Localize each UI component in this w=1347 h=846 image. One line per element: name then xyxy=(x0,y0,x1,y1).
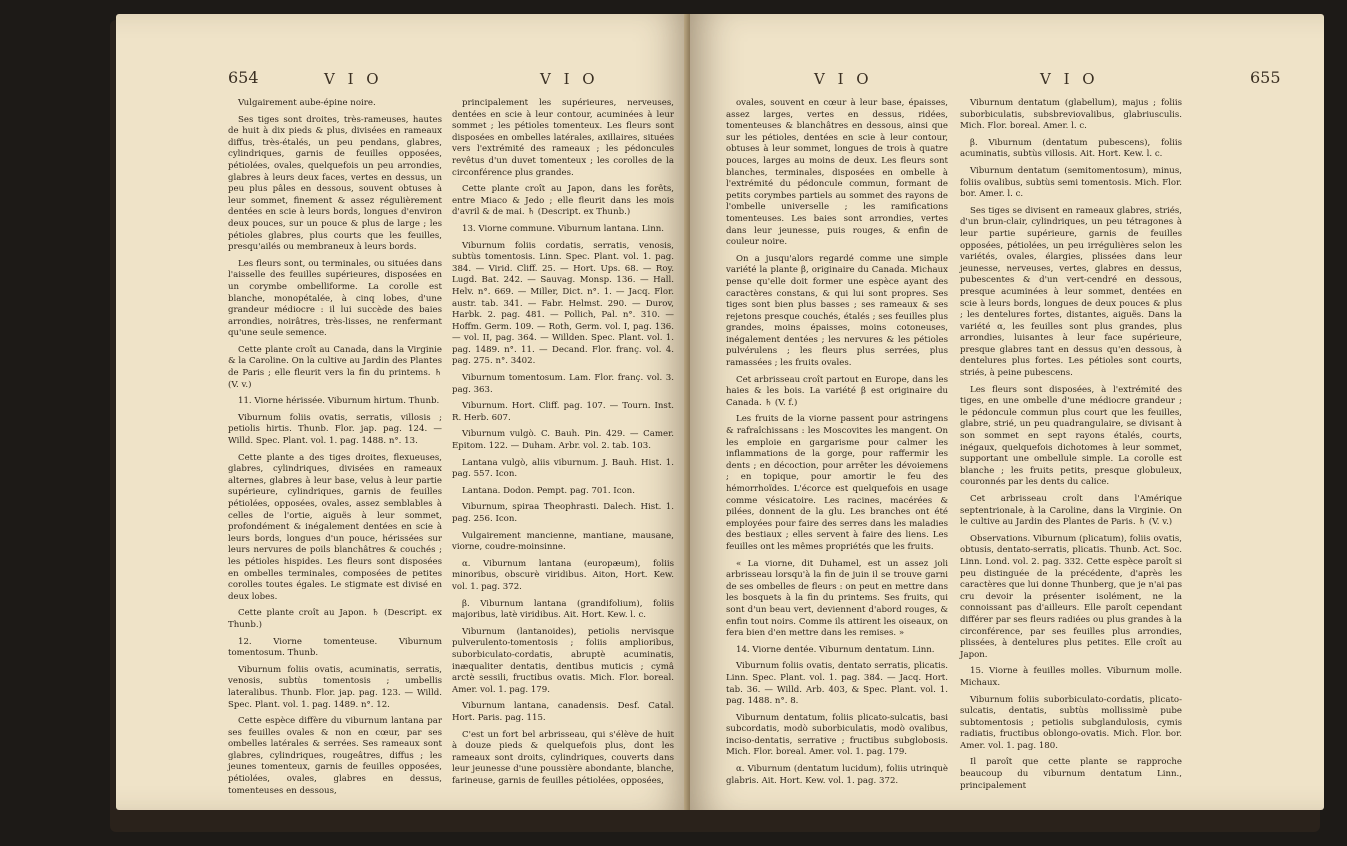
paragraph: Il paroît que cette plante se rapproche beaucoup du viburnum dentatum Linn., principalement xyxy=(960,757,1182,791)
paragraph: Viburnum lantana, canadensis. Desf. Catal. Hort. Paris. pag. 115. xyxy=(452,701,674,723)
paragraph: Viburnum dentatum (glabellum), majus ; foliis suborbiculatis, subsbreviovalibus, glabriusculis. Mich. Flor. boreal. Amer. l. c. xyxy=(960,98,1182,132)
paragraph: Les fleurs sont, ou terminales, ou situées dans l'aisselle des feuilles supérieures, disposées en un corymbe ombelliforme. La corolle est blanche, monopétalée, à cinq lobes, d'une grandeur médiocre : il lui succède des baies arrondies, noirâtres, très-lisses, ne renfermant qu'une seule semence. xyxy=(228,258,442,339)
running-head-right: V I O xyxy=(814,70,873,88)
paragraph: 13. Viorne commune. Viburnum lantana. Linn. xyxy=(462,223,664,234)
paragraph: β. Viburnum (dentatum pubescens), foliis acuminatis, subtùs villosis. Ait. Hort. Kew. l. c. xyxy=(960,137,1182,160)
right-page xyxy=(690,14,1324,810)
paragraph: Cet arbrisseau croît dans l'Amérique septentrionale, à la Caroline, dans la Virginie. On le cultive au Jardin des Plantes de Paris. ♄ (V. v.) xyxy=(960,494,1182,528)
paragraph: Vulgairement aube-épine noire. xyxy=(238,98,376,108)
paragraph: Les fruits de la viorne passent pour astringens & rafraîchissans : les Moscovites les mangent. On les emploie en gargarisme pour calmer les inflammations de la gorge, pour raffermir les dents ; en décoction, pour arrêter les dévoiemens ; en topique, pour amortir le feu des hémorrhoïdes. L'écorce est quelquefois en usage comme vésicatoire. Les racines, macérées & pilées, donnent de la glu. Les branches ont été employées pour faire des serres dans les maladies des bestiaux ; elles servent à faire des liens. Les feuilles ont les mêmes propriétés que les fruits. xyxy=(726,414,948,552)
paragraph: β. Viburnum lantana (grandifolium), foliis majoribus, latè viridibus. Ait. Hort. Kew. l. c. xyxy=(452,598,674,621)
paragraph: Vulgairement mancienne, mantiane, mausane, viorne, coudre-moinsinne. xyxy=(452,530,674,553)
paragraph: Viburnum dentatum (semitomentosum), minus, foliis ovalibus, subtùs semi tomentosis. Mich. Flor. bor. Amer. l. c. xyxy=(960,165,1182,200)
paragraph: Cette espèce diffère du viburnum lantana par ses feuilles ovales & non en cœur, par ses ombelles latérales & serrées. Ses rameaux sont glabres, cylindriques, rougeâtres, diffus ; les jeunes tomenteux, garnis de feuilles opposées, pétiolées, ovales, glabres en dessus, tomenteuses en dessous, xyxy=(228,716,442,796)
paragraph: Viburnum foliis ovatis, dentato serratis, plicatis. Linn. Spec. Plant. vol. 1. pag. 384. — Jacq. Hort. tab. 36. — Willd. Arb. 403, & Spec. Plant. vol. 1. pag. 1488. n°. 8. xyxy=(726,661,948,707)
paragraph: Viburnum (lantanoides), petiolis nervisque pulverulento-tomentosis ; foliis amplioribus, suborbiculato-cordatis, abruptè acuminatis, inæqualiter dentatis, dentibus muticis ; cymâ arctè sessili, fructibus ovatis. Mich. Flor. boreal. Amer. vol. 1. pag. 179. xyxy=(452,626,674,695)
paragraph: Lantana vulgò, aliis viburnum. J. Bauh. Hist. 1. pag. 557. Icon. xyxy=(452,457,674,480)
paragraph: 14. Viorne dentée. Viburnum dentatum. Linn. xyxy=(736,644,935,655)
paragraph: Viburnum foliis ovatis, acuminatis, serratis, venosis, subtùs tomentosis ; umbellis lateralibus. Thunb. Flor. jap. pag. 123. — Willd. Spec. Plant. vol. 1. pag. 1489. n°. 12. xyxy=(228,664,442,710)
paragraph: Viburnum foliis ovatis, serratis, villosis ; petiolis hirtis. Thunb. Flor. jap. pag. 124. — Willd. Spec. Plant. vol. 1. pag. 1488. n°. 13. xyxy=(228,412,442,447)
paragraph: Lantana. Dodon. Pempt. pag. 701. Icon. xyxy=(462,485,635,496)
page-number-right: 655 xyxy=(1250,68,1281,87)
paragraph: Viburnum vulgò. C. Bauh. Pin. 429. — Camer. Epitom. 122. — Duham. Arbr. vol. 2. tab. 103. xyxy=(452,429,674,452)
paragraph: Cette plante croît au Japon, dans les forêts, entre Miaco & Jedo ; elle fleurit dans les mois d'avril & de mai. ♄ (Descript. ex Thunb.) xyxy=(452,184,674,218)
paragraph: Viburnum. Hort. Cliff. pag. 107. — Tourn. Inst. R. Herb. 607. xyxy=(452,401,674,423)
paragraph: 15. Viorne à feuilles molles. Viburnum molle. Michaux. xyxy=(960,666,1182,688)
paragraph: α. Viburnum (dentatum lucidum), foliis utrinquè glabris. Ait. Hort. Kew. vol. 1. pag. 372. xyxy=(726,764,948,786)
paragraph: Ses tiges se divisent en rameaux glabres, striés, d'un brun-clair, cylindriques, un peu tétragones à leur partie supérieure, garnis de feuilles opposées, pétiolées, un peu irrégulières selon les variétés, ovales, élargies, plissées dans leur jeunesse, nerveuses, vertes, glabres en dessus, pubescentes & d'un vert-cendré en dessous, presque acuminées à leur sommet, dentées en scie à leurs bords, longues de deux pouces & plus ; les dentelures fortes, distantes, aiguës. Dans la variété α, les feuilles sont plus grandes, plus arrondies, luisantes à leur face supérieure, presque glabres tant en dessus qu'en dessous, à dentelures plus fortes. Les pétioles sont courts, striés, à peine pubescens. xyxy=(960,205,1182,379)
paragraph: Observations. Viburnum (plicatum), foliis ovatis, obtusis, dentato-serratis, plicatis. Thunb. Act. Soc. Linn. Lond. vol. 2. pag. 332. Cette espèce paroît si peu distinguée de la précédente, d'après les caractères que lui donne Thunberg, que je n'ai pas cru devoir la présenter isolément, ne la connoissant pas d'ailleurs. Elle paroît cependant différer par ses fleurs radiées ou plus grandes à la circonférence, par ses feuilles plus arrondies, plissées, à dentelures plus petites. Elle croît au Japon. xyxy=(960,533,1182,660)
paragraph: Les fleurs sont disposées, à l'extrémité des tiges, en une ombelle d'une médiocre grandeur ; le pédoncule commun plus court que les feuilles, glabre, strié, un peu quadrangulaire, se divisant à son sommet en sept rayons étalés, courts, inégaux, quelquefois dichotomes à leur sommet, supportant une ombellule simple. La corolle est blanche ; les fruits petits, presque globuleux, couronnés par les dents du calice. xyxy=(960,384,1182,488)
right-column-1 xyxy=(726,98,948,792)
paragraph: Viburnum foliis suborbiculato-cordatis, plicato-sulcatis, dentatis, subtùs mollissimè pube subtomentosis ; petiolis subglandulosis, cymis radiatis, fructibus oblongo-ovatis. Mich. Flor. bor. Amer. vol. 1. pag. 180. xyxy=(960,694,1182,751)
paragraph: Viburnum foliis cordatis, serratis, venosis, subtùs tomentosis. Linn. Spec. Plant. vol. 1. pag. 384. — Virid. Cliff. 25. — Hort. Ups. 68. — Roy. Lugd. Bat. 242. — Sauvag. Monsp. 136. — Hall. Helv. n°. 669. — Miller, Dict. n°. 1. — Jacq. Flor. austr. tab. 341. — Fabr. Helmst. 290. — Durov, Harbk. 2. pag. 481. — Pollich, Pal. n°. 310. — Hoffm. Germ. 109. — Roth, Germ. vol. I, pag. 136. — vol. II, pag. 364. — Willden. Spec. Plant. vol. 1. pag. 1489. n°. 11. — Decand. Flor. franç. vol. 4. pag. 275. n°. 3402. xyxy=(452,240,674,367)
paragraph: Cet arbrisseau croît partout en Europe, dans les haies & les bois. La variété β est originaire du Canada. ♄ (V. f.) xyxy=(726,374,948,408)
paragraph: Viburnum, spiraa Theophrasti. Dalech. Hist. 1. pag. 256. Icon. xyxy=(452,502,674,524)
paragraph: ovales, souvent en cœur à leur base, épaisses, assez larges, vertes en dessus, ridées, tomenteuses & blanchâtres en dessous, ainsi que sur les pétioles, dentées en scie à leur contour, obtuses à leur sommet, longues de trois à quatre pouces, larges au moins de deux. Les fleurs sont blanches, terminales, disposées en ombelle à l'extrémité du pédoncule commun, formant de petits corymbes partiels au sommet des rayons de l'ombelle universelle ; les ramifications tomenteuses. Les baies sont arrondies, vertes dans leur jeunesse, puis rouges, & enfin de couleur noire. xyxy=(726,98,948,248)
running-head-left-col2: V I O xyxy=(540,70,599,88)
paragraph: Viburnum dentatum, foliis plicato-sulcatis, basi subcordatis, modò suborbiculatis, modò ovalibus, inciso-dentatis, serrative ; fructibus subglobosis. Mich. Flor. boreal. Amer. vol. 1. pag. 179. xyxy=(726,712,948,758)
paragraph: 11. Viorne hérissée. Viburnum hirtum. Thunb. xyxy=(238,396,440,407)
right-column-2 xyxy=(960,98,1182,797)
paragraph: 12. Viorne tomenteuse. Viburnum tomentosum. Thunb. xyxy=(228,636,442,659)
running-head-right-col2: V I O xyxy=(1040,70,1099,88)
paragraph: principalement les supérieures, nerveuses, dentées en scie à leur contour, acuminées à leur sommet ; les pétioles tomenteux. Les fleurs sont disposées en ombelles latérales, axillaires, situées vers l'extrémité des rameaux ; les pédoncules revêtus d'un duvet tomenteux ; les corolles de la circonférence plus grandes. xyxy=(452,98,674,178)
paragraph: « La viorne, dit Duhamel, est un assez joli arbrisseau lorsqu'à la fin de juin il se trouve garni de ses ombelles de fleurs : on peut en mettre dans les bosquets à la fin du printems. Ses fruits, qui sont d'un beau vert, deviennent d'abord rouges, & enfin tout noirs. Comme ils attirent les oiseaux, on fera bien d'en mettre dans les remises. » xyxy=(726,558,948,639)
left-page xyxy=(116,14,690,810)
paragraph: C'est un fort bel arbrisseau, qui s'élève de huit à douze pieds & quelquefois plus, dont les rameaux sont droits, cylindriques, couverts dans leur jeunesse d'une poussière abondante, blanche, farineuse, garnis de feuilles pétiolées, opposées, xyxy=(452,729,674,786)
left-column-1 xyxy=(228,98,442,802)
paragraph: On a jusqu'alors regardé comme une simple variété la plante β, originaire du Canada. Michaux pense qu'elle doit former une espèce ayant des caractères constans, & qui lui sont propres. Ses tiges sont bien plus basses ; ses rameaux & ses rejetons presque couchés, étalés ; ses feuilles plus grandes, moins épaisses, moins cotoneuses, inégalement dentées ; les nervures & les pétioles pulvérulens ; les fleurs plus serrées, plus ramassées ; les fruits ovales. xyxy=(726,253,948,369)
paragraph: α. Viburnum lantana (europæum), foliis minoribus, obscurè viridibus. Aiton, Hort. Kew. vol. 1. pag. 372. xyxy=(452,558,674,592)
paragraph: Cette plante croît au Canada, dans la Virginie & la Caroline. On la cultive au Jardin des Plantes de Paris ; elle fleurit vers la fin du printems. ♄ (V. v.) xyxy=(228,344,442,390)
paragraph: Cette plante croît au Japon. ♄ (Descript. ex Thunb.) xyxy=(228,608,442,630)
paragraph: Ses tiges sont droites, très-rameuses, hautes de huit à dix pieds & plus, divisées en rameaux diffus, très-étalés, un peu pendans, glabres, cylindriques, garnis de feuilles opposées, pétiolées, ovales, quelquefois un peu arrondies, glabres à leurs deux faces, vertes en dessus, un peu plus pâles en dessous, souvent obtuses à leur sommet, finement & assez régulièrement dentées en scie à leurs bords, longues d'environ deux pouces, sur un pouce & plus de large ; les pétioles glabres, plus courts que les feuilles, presqu'ailés ou membraneux à leurs bords. xyxy=(228,114,442,253)
running-head-left: V I O xyxy=(324,70,383,88)
paragraph: Cette plante a des tiges droites, flexueuses, glabres, cylindriques, divisées en rameaux alternes, glabres à leur base, velus à leur partie supérieure, cylindriques, garnis de feuilles pétiolées, opposées, ovales, assez semblables à celles de l'ortie, aiguës à leur sommet, profondément & inégalement dentées en scie à leurs bords, longues d'un pouce, hérissées sur leurs nervures de poils blanchâtres & couchés ; les pétioles hispides. Les fleurs sont disposées en ombelles terminales, composées de petites corolles toutes égales. Le stigmate est divisé en deux lobes. xyxy=(228,452,442,602)
paragraph: Viburnum tomentosum. Lam. Flor. franç. vol. 3. pag. 363. xyxy=(452,373,674,395)
left-column-2 xyxy=(452,98,674,792)
page-number-left: 654 xyxy=(228,68,259,87)
